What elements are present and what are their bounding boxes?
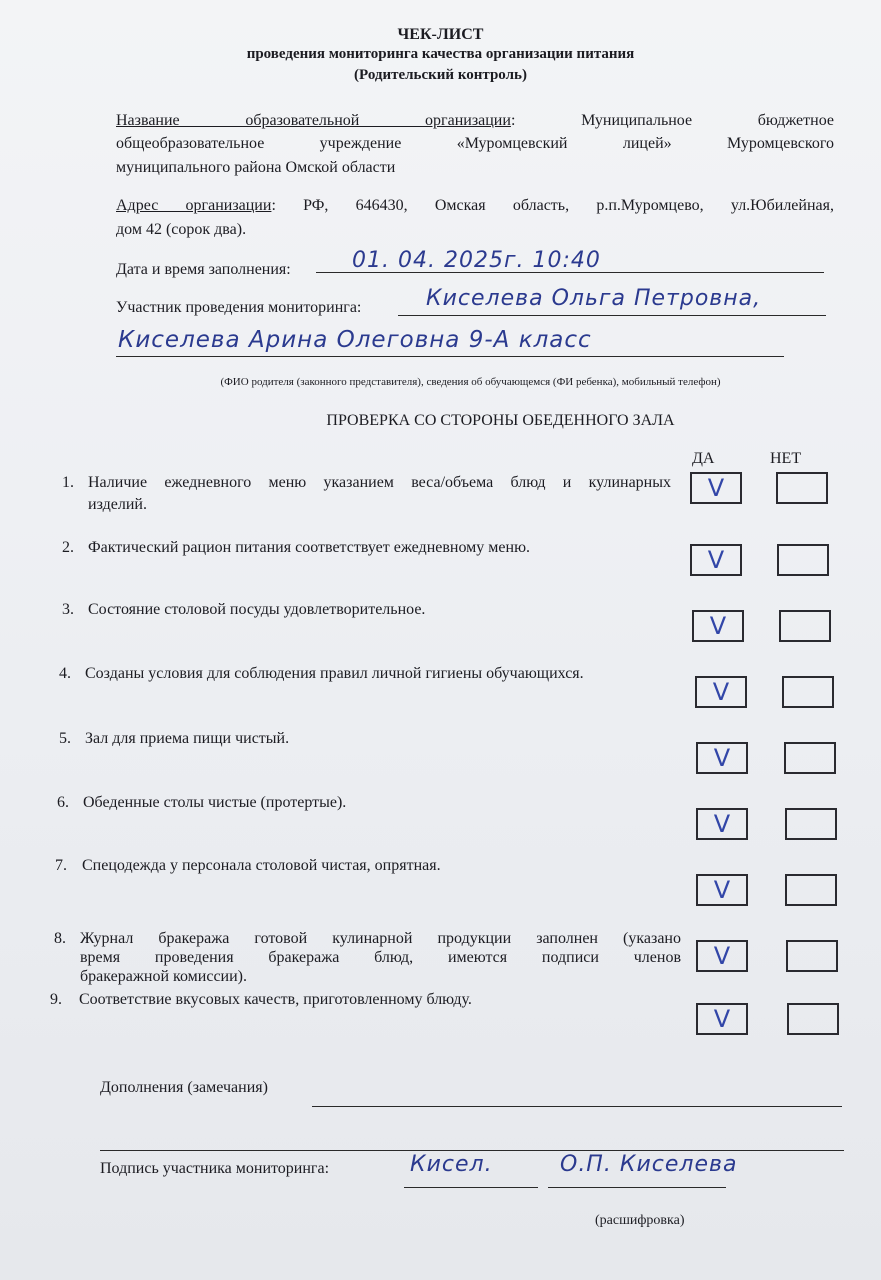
item-2-no-checkbox[interactable] bbox=[777, 544, 829, 576]
section-title: ПРОВЕРКА СО СТОРОНЫ ОБЕДЕННОГО ЗАЛА bbox=[326, 412, 675, 429]
item-text-line-1: Спецодежда у персонала столовой чистая, опрятная. bbox=[82, 857, 441, 874]
item-text-line-1: Фактический рацион питания соответствует ежедневному меню. bbox=[88, 539, 531, 556]
item-1-yes-checkbox[interactable] bbox=[690, 472, 742, 504]
doc-title: ЧЕК-ЛИСТ bbox=[397, 26, 484, 43]
address-line-2: дом 42 (сорок два). bbox=[116, 221, 247, 238]
item-9-no-checkbox[interactable] bbox=[787, 1003, 839, 1035]
check-mark-icon: V bbox=[713, 1005, 731, 1033]
check-mark-icon: V bbox=[707, 546, 725, 574]
item-4-no-checkbox[interactable] bbox=[782, 676, 834, 708]
item-text-line-3: бракеражной комиссии). bbox=[80, 968, 247, 985]
item-text-line-1: Обеденные столы чистые (протертые). bbox=[83, 794, 347, 811]
signature-caption: (расшифровка) bbox=[595, 1213, 685, 1228]
item-5-no-checkbox[interactable] bbox=[784, 742, 836, 774]
item-3-no-checkbox[interactable] bbox=[779, 610, 831, 642]
item-number: 6. bbox=[57, 794, 69, 811]
item-text-line-2: время проведения бракеража блюд, имеются подписи членов bbox=[80, 949, 681, 966]
datetime-label: Дата и время заполнения: bbox=[116, 261, 291, 278]
item-7-no-checkbox[interactable] bbox=[785, 874, 837, 906]
item-text-line-2: изделий. bbox=[88, 496, 147, 513]
participant-underline-1 bbox=[398, 315, 826, 316]
signature-underline[interactable] bbox=[404, 1187, 538, 1188]
signature-handwritten: Кисел. bbox=[410, 1152, 493, 1177]
check-mark-icon: V bbox=[707, 474, 725, 502]
address-label: Адрес организации bbox=[116, 197, 272, 214]
check-mark-icon: V bbox=[713, 810, 731, 838]
participant-value-1: Киселева Ольга Петровна, bbox=[426, 286, 762, 311]
datetime-value: 01. 04. 2025г. 10:40 bbox=[352, 248, 601, 273]
signature-decoded: О.П. Киселева bbox=[560, 1152, 738, 1177]
notes-label: Дополнения (замечания) bbox=[100, 1079, 268, 1096]
item-number: 3. bbox=[62, 601, 74, 618]
signature-label: Подпись участника мониторинга: bbox=[100, 1160, 330, 1177]
notes-line-1[interactable] bbox=[312, 1106, 842, 1107]
item-number: 2. bbox=[62, 539, 74, 556]
item-text-line-1: Зал для приема пищи чистый. bbox=[85, 730, 290, 747]
participant-underline-2 bbox=[116, 356, 784, 357]
org-line-3: муниципального района Омской области bbox=[116, 159, 396, 176]
yes-column-header: ДА bbox=[692, 450, 715, 467]
item-text-line-1: Созданы условия для соблюдения правил личной гигиены обучающихся. bbox=[85, 665, 584, 682]
item-5-yes-checkbox[interactable] bbox=[696, 742, 748, 774]
address-line-1-rest: : РФ, 646430, Омская область, р.п.Муромцево, ул.Юбилейная, bbox=[271, 197, 834, 214]
item-7-yes-checkbox[interactable] bbox=[696, 874, 748, 906]
item-number: 1. bbox=[62, 474, 74, 491]
check-mark-icon: V bbox=[713, 744, 731, 772]
item-3-yes-checkbox[interactable] bbox=[692, 610, 744, 642]
item-8-no-checkbox[interactable] bbox=[786, 940, 838, 972]
item-number: 7. bbox=[55, 857, 67, 874]
participant-value-2: Киселева Арина Олеговна 9-А класс bbox=[118, 327, 592, 353]
item-1-no-checkbox[interactable] bbox=[776, 472, 828, 504]
doc-subtitle-2: (Родительский контроль) bbox=[354, 67, 527, 83]
signature-decoded-underline[interactable] bbox=[548, 1187, 726, 1188]
item-text-line-1: Состояние столовой посуды удовлетворительное. bbox=[88, 601, 426, 618]
item-9-yes-checkbox[interactable] bbox=[696, 1003, 748, 1035]
notes-line-2[interactable] bbox=[100, 1150, 844, 1151]
item-number: 9. bbox=[50, 991, 62, 1008]
check-mark-icon: V bbox=[712, 678, 730, 706]
item-text-line-1: Наличие ежедневного меню указанием веса/объема блюд и кулинарных bbox=[88, 474, 671, 491]
item-text-line-1: Соответствие вкусовых качеств, приготовленному блюду. bbox=[79, 991, 472, 1008]
item-6-no-checkbox[interactable] bbox=[785, 808, 837, 840]
participant-label: Участник проведения мониторинга: bbox=[116, 299, 362, 316]
org-line-1-rest: : Муниципальное бюджетное bbox=[510, 112, 835, 129]
org-label: Название образовательной организации bbox=[116, 112, 511, 129]
item-6-yes-checkbox[interactable] bbox=[696, 808, 748, 840]
check-mark-icon: V bbox=[713, 942, 731, 970]
item-number: 8. bbox=[54, 930, 66, 947]
no-column-header: НЕТ bbox=[770, 450, 802, 467]
item-number: 4. bbox=[59, 665, 71, 682]
item-8-yes-checkbox[interactable] bbox=[696, 940, 748, 972]
org-line-1 bbox=[116, 112, 834, 130]
item-number: 5. bbox=[59, 730, 71, 747]
participant-caption: (ФИО родителя (законного представителя), сведения об обучающемся (ФИ ребенка), мобильный телефон) bbox=[220, 376, 721, 388]
address-line-1 bbox=[116, 197, 834, 215]
item-4-yes-checkbox[interactable] bbox=[695, 676, 747, 708]
check-mark-icon: V bbox=[709, 612, 727, 640]
doc-subtitle: проведения мониторинга качества организации питания bbox=[246, 46, 635, 62]
check-mark-icon: V bbox=[713, 876, 731, 904]
org-line-2: общеобразовательное учреждение «Муромцевский лицей» Муромцевского bbox=[116, 135, 834, 152]
item-text-line-1: Журнал бракеража готовой кулинарной продукции заполнен (указано bbox=[80, 930, 681, 947]
item-2-yes-checkbox[interactable] bbox=[690, 544, 742, 576]
